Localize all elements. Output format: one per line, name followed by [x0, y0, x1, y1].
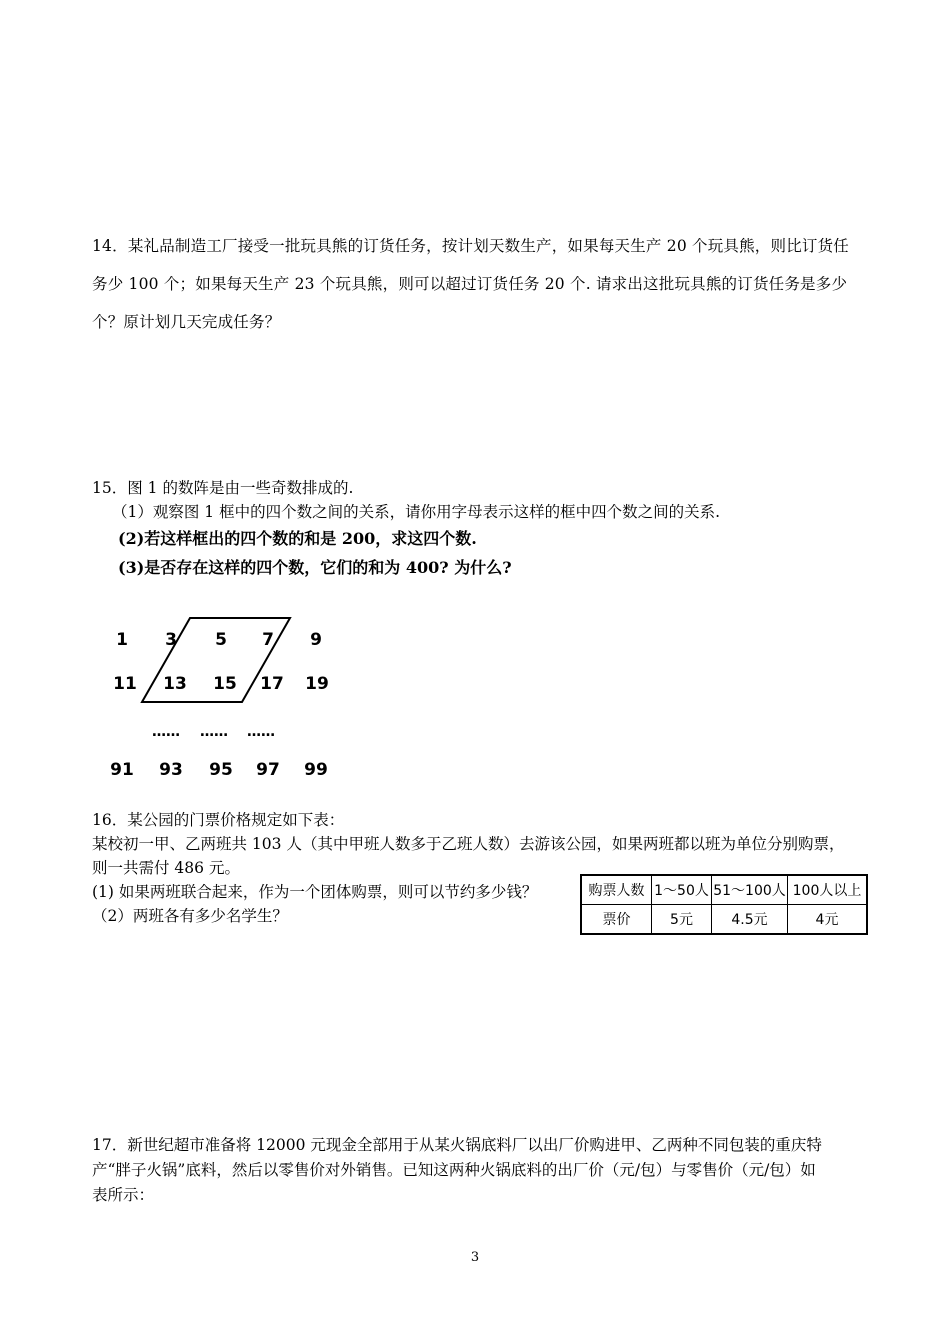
- grid-cell: 99: [304, 760, 328, 780]
- table-row: [581, 905, 867, 935]
- grid-cell: 11: [113, 674, 137, 694]
- grid-cell: 19: [305, 674, 329, 694]
- q16-intro: 16．某公园的门票价格规定如下表：: [92, 811, 345, 829]
- grid-ellipsis: ……: [247, 724, 275, 740]
- table-header-cell: 51～100人: [712, 875, 788, 905]
- grid-cell: 7: [262, 630, 274, 650]
- q15-intro: 15．图 1 的数阵是由一些奇数排成的.: [92, 479, 354, 497]
- grid-cell: 13: [163, 674, 187, 694]
- table-cell: 票价: [581, 905, 652, 935]
- q15-part-2: (2)若这样框出的四个数的和是 200，求这四个数.: [118, 529, 477, 548]
- grid-cell: 15: [213, 674, 237, 694]
- q17-line-3: 表所示：: [92, 1186, 155, 1204]
- q15-part-1: （1）观察图 1 框中的四个数之间的关系，请你用字母表示这样的框中四个数之间的关系.: [112, 503, 721, 521]
- grid-cell: 3: [165, 630, 177, 650]
- grid-cell: 97: [256, 760, 280, 780]
- page-number: 3: [470, 1250, 480, 1265]
- table-cell: 4元: [788, 905, 868, 935]
- q17-line-1: 17．新世纪超市准备将 12000 元现金全部用于从某火锅底料厂以出厂价购进甲、乙两种不同包装的重庆特: [92, 1136, 822, 1154]
- q15-part-3: (3)是否存在这样的四个数，它们的和为 400? 为什么?: [118, 558, 512, 577]
- q17-line-2: 产“胖子火锅”底料，然后以零售价对外销售。已知这两种火锅底料的出厂价（元/包）与零售价（元/包）如: [92, 1161, 816, 1179]
- q16-line-1: 某校初一甲、乙两班共 103 人（其中甲班人数多于乙班人数）去游该公园，如果两班都以班为单位分别购票，: [92, 835, 845, 853]
- table-header-cell: 100人以上: [788, 875, 868, 905]
- ticket-price-table: [580, 874, 868, 935]
- table-header-cell: 购票人数: [581, 875, 652, 905]
- q16-line-2: 则一共需付 486 元。: [92, 859, 240, 877]
- q14-line-2: 务少 100 个；如果每天生产 23 个玩具熊，则可以超过订货任务 20 个. 请求出这批玩具熊的订货任务是多少: [92, 275, 848, 293]
- table-row: [581, 875, 867, 905]
- grid-cell: 1: [116, 630, 128, 650]
- grid-cell: 95: [209, 760, 233, 780]
- q14-line-3: 个？原计划几天完成任务？: [92, 313, 281, 331]
- grid-cell: 9: [310, 630, 322, 650]
- q14-line-1: 14．某礼品制造工厂接受一批玩具熊的订货任务，按计划天数生产，如果每天生产 20 个玩具熊，则比订货任: [92, 237, 850, 255]
- q16-part-1: (1) 如果两班联合起来，作为一个团体购票，则可以节约多少钱？: [92, 883, 538, 901]
- table-cell: 5元: [652, 905, 712, 935]
- table-cell: 4.5元: [712, 905, 788, 935]
- table-header-cell: 1～50人: [652, 875, 712, 905]
- grid-ellipsis: ……: [200, 724, 228, 740]
- grid-cell: 93: [159, 760, 183, 780]
- grid-cell: 5: [215, 630, 227, 650]
- grid-cell: 17: [260, 674, 284, 694]
- grid-cell: 91: [110, 760, 134, 780]
- grid-ellipsis: ……: [152, 724, 180, 740]
- q16-part-2: （2）两班各有多少名学生？: [92, 907, 288, 925]
